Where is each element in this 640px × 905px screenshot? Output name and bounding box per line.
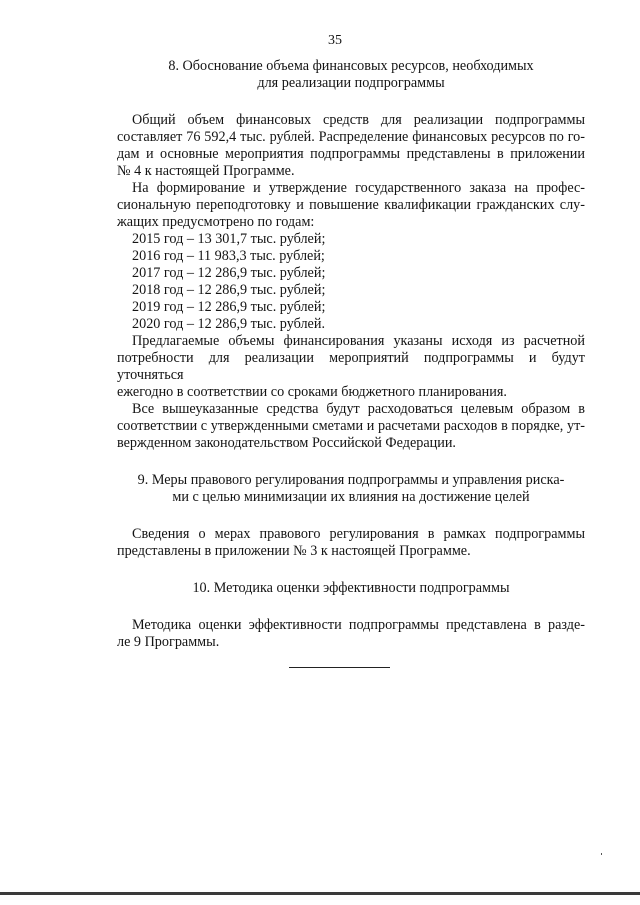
- page-number: 35: [328, 33, 342, 48]
- heading-line: 8. Обоснование объема финансовых ресурсов, необходимых: [168, 58, 534, 74]
- paragraph-line: ле 9 Программы.: [117, 634, 220, 650]
- heading-line: 9. Меры правового регулирования подпрограммы и управления риска-: [137, 472, 565, 488]
- paragraph-line: представлены в приложении № 3 к настоящей Программе.: [117, 543, 471, 559]
- list-item: 2016 год – 11 983,3 тыс. рублей;: [132, 248, 325, 264]
- paragraph-line: составляет 76 592,4 тыс. рублей. Распределение финансовых ресурсов по го-: [117, 129, 585, 145]
- heading-line: для реализации подпрограммы: [257, 75, 445, 91]
- section-10-paragraph-1: [117, 617, 585, 651]
- paragraph-line: жащих предусмотрено по годам:: [117, 214, 315, 230]
- paragraph-line: дам и основные мероприятия подпрограммы представлены в приложении: [117, 146, 585, 162]
- end-separator-line: [289, 667, 390, 668]
- section-8-heading: [117, 58, 585, 92]
- paragraph-line: Методика оценки эффективности подпрограммы представлена в разде-: [132, 617, 585, 633]
- paragraph-line: На формирование и утверждение государственного заказа на профес-: [132, 180, 585, 196]
- section-8-paragraph-4: [117, 401, 585, 452]
- paragraph-line: потребности для реализации мероприятий подпрограммы и будут уточняться: [117, 350, 585, 383]
- list-item: 2018 год – 12 286,9 тыс. рублей;: [132, 282, 326, 298]
- paragraph-line: № 4 к настоящей Программе.: [117, 163, 295, 179]
- funding-by-year-list: [117, 231, 585, 333]
- heading-line: ми с целью минимизации их влияния на достижение целей: [172, 489, 530, 505]
- list-item: 2019 год – 12 286,9 тыс. рублей;: [132, 299, 326, 315]
- section-8-paragraph-3: [117, 333, 585, 401]
- paragraph-line: Все вышеуказанные средства будут расходоваться целевым образом в: [132, 401, 585, 417]
- section-9-heading: [117, 472, 585, 506]
- paragraph-line: вержденном законодательством Российской Федерации.: [117, 435, 456, 451]
- section-9-paragraph-1: [117, 526, 585, 560]
- list-item: 2017 год – 12 286,9 тыс. рублей;: [132, 265, 326, 281]
- list-item: 2020 год – 12 286,9 тыс. рублей.: [132, 316, 325, 332]
- paragraph-line: ежегодно в соответствии со сроками бюджетного планирования.: [117, 384, 507, 400]
- paragraph-line: Общий объем финансовых средств для реализации подпрограммы: [132, 112, 585, 128]
- paragraph-line: Предлагаемые объемы финансирования указаны исходя из расчетной: [132, 333, 585, 349]
- section-8-paragraph-1: [117, 112, 585, 180]
- section-10-heading: [117, 580, 585, 597]
- scan-speck: [601, 853, 602, 855]
- scan-bottom-edge: [0, 892, 640, 895]
- document-body: [117, 58, 585, 651]
- heading-line: 10. Методика оценки эффективности подпрограммы: [192, 580, 510, 596]
- paragraph-line: соответствии с утвержденными сметами и расчетами расходов в порядке, ут-: [117, 418, 585, 434]
- paragraph-line: Сведения о мерах правового регулирования в рамках подпрограммы: [132, 526, 585, 542]
- list-item: 2015 год – 13 301,7 тыс. рублей;: [132, 231, 326, 247]
- section-8-paragraph-2: [117, 180, 585, 231]
- paragraph-line: сиональную переподготовку и повышение квалификации гражданских слу-: [117, 197, 585, 213]
